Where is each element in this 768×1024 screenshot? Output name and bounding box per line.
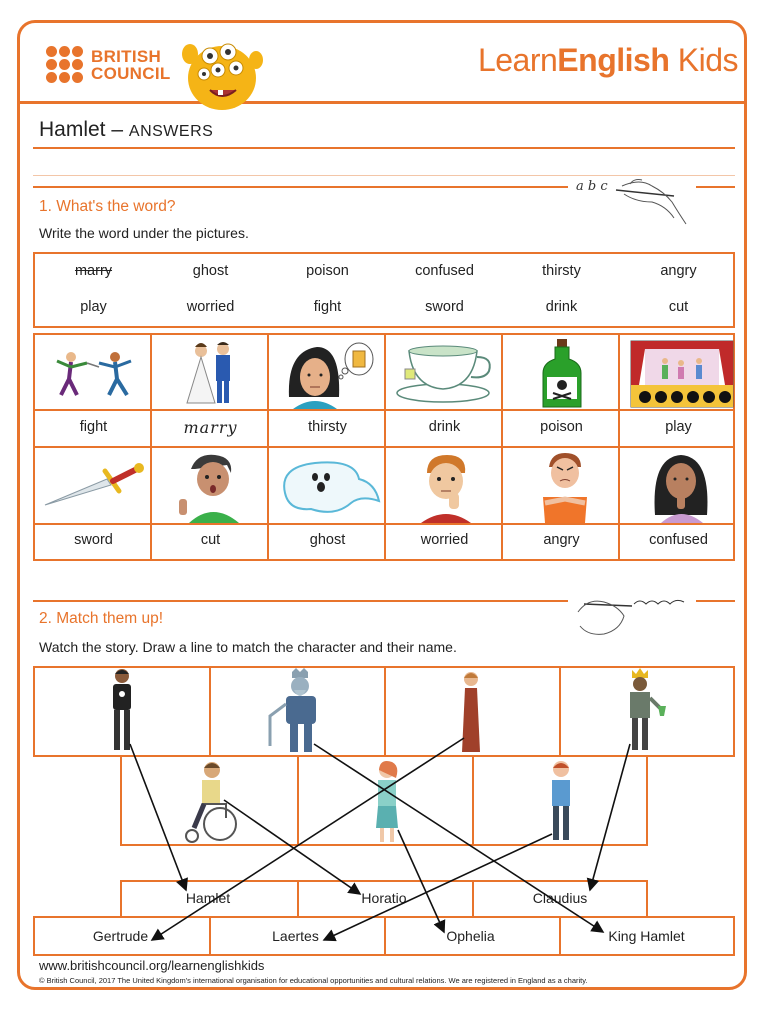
section1-rule [33, 186, 568, 188]
learnenglish-kids-logo: LearnEnglish Kids [477, 42, 738, 78]
writing-hand-icon [612, 172, 692, 230]
word-bank-item: angry [660, 263, 697, 279]
name-label: King Hamlet [608, 928, 685, 944]
name-label: Gertrude [92, 928, 149, 944]
teacup-picture [393, 343, 497, 405]
monster-mascot-icon [176, 34, 264, 112]
header-divider [20, 101, 747, 104]
answer-label: ghost [309, 532, 346, 548]
footer-copyright: © British Council, 2017 The United Kingdom's international organisation for educational opportunities and cultural relations. We are registered in England as a charity. [39, 976, 588, 985]
king-hamlet-ghost-character [262, 668, 332, 754]
name-label: Hamlet [185, 890, 231, 906]
answer-label: worried [420, 532, 469, 548]
ghost-picture [275, 453, 383, 519]
horatio-character [180, 758, 242, 844]
claudius-character [622, 668, 668, 754]
title-underline [33, 147, 735, 149]
laertes-character [546, 758, 576, 844]
section2-heading: 2. Match them up! [39, 610, 164, 627]
handwriting-abc: a b c [576, 179, 608, 194]
answer-label: fight [79, 419, 108, 435]
name-label: Ophelia [446, 928, 495, 944]
word-bank-item: marry [74, 263, 113, 279]
poison-bottle-picture [539, 337, 585, 409]
angry-boy-picture [535, 449, 595, 523]
section2-instruction: Watch the story. Draw a line to match the character and their name. [39, 639, 457, 655]
thirsty-woman-picture [279, 337, 377, 409]
logo-line-2: COUNCIL [91, 63, 171, 83]
british-council-logo [46, 46, 171, 83]
word-bank-item: ghost [192, 263, 229, 279]
answer-label: drink [428, 419, 461, 435]
logo-line-1: BRITISH [91, 46, 162, 66]
cut-boy-picture [175, 451, 245, 523]
word-bank-item: sword [425, 299, 464, 315]
answer-label: poison [540, 419, 583, 435]
fencing-picture [43, 345, 143, 401]
word-bank-item: cut [668, 299, 689, 315]
section2-rule [33, 600, 568, 602]
section1-heading: 1. What's the word? [39, 198, 176, 215]
sword-picture [41, 461, 147, 511]
writing-hand-2-icon [574, 590, 694, 640]
answer-label-handwritten: marry [183, 418, 238, 437]
answer-label: cut [200, 532, 221, 548]
word-bank [33, 252, 735, 328]
word-bank-item: drink [545, 299, 578, 315]
gertrude-character [456, 670, 486, 754]
word-bank-item: worried [186, 299, 235, 315]
answer-label: angry [543, 532, 580, 548]
answer-label: sword [74, 532, 113, 548]
confused-woman-picture [647, 449, 717, 523]
answer-label: confused [649, 532, 708, 548]
page-title: Hamlet – ANSWERS [39, 118, 214, 141]
section1-instruction: Write the word under the pictures. [39, 225, 249, 241]
name-label: Laertes [272, 928, 319, 944]
footer-url[interactable]: www.britishcouncil.org/learnenglishkids [39, 958, 265, 973]
section1-rule-end [696, 186, 735, 188]
worried-boy-picture [413, 451, 479, 523]
theatre-stage-picture [629, 339, 735, 409]
ophelia-character [370, 758, 404, 844]
answer-label: thirsty [308, 419, 347, 435]
word-bank-item: thirsty [542, 263, 581, 279]
word-bank-item: confused [415, 263, 474, 279]
section2-rule-end [696, 600, 735, 602]
name-label: Horatio [361, 890, 407, 906]
name-label: Claudius [532, 890, 588, 906]
hamlet-character [108, 668, 136, 754]
answer-label: play [665, 419, 692, 435]
wedding-couple-picture [173, 339, 249, 407]
word-bank-item: fight [313, 299, 342, 315]
word-bank-item: play [80, 299, 107, 315]
logo-dots-icon [46, 46, 83, 83]
word-bank-item: poison [306, 263, 349, 279]
picture-grid [33, 333, 735, 561]
